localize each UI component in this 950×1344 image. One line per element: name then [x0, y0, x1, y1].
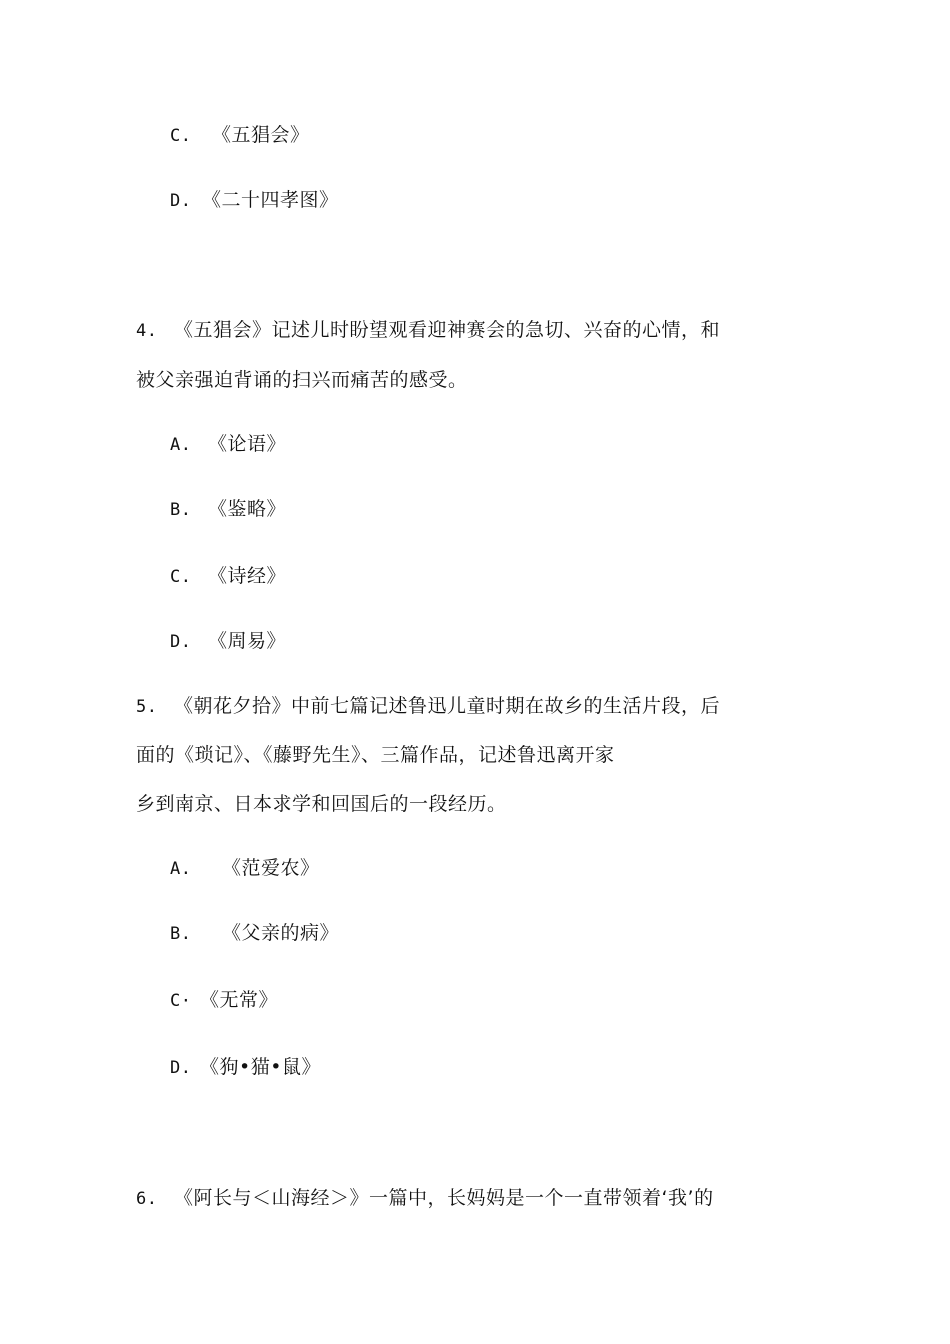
question-text: 《阿长与＜山海经＞》一篇中，长妈妈是一个一直带领着‘我’的 — [174, 1187, 714, 1209]
question-number: 5. — [136, 697, 158, 717]
question-number: 6. — [136, 1189, 158, 1209]
option-a — [170, 856, 320, 881]
option-d — [170, 1055, 321, 1080]
option-letter: C· — [170, 991, 192, 1011]
option-letter: C. — [170, 126, 192, 146]
option-text: 《父亲的病》 — [222, 922, 340, 944]
option-d — [170, 188, 339, 213]
option-letter: D. — [170, 191, 192, 211]
option-letter: A. — [170, 859, 192, 879]
question-text: 被父亲强迫背诵的扫兴而痛苦的感受。 — [136, 369, 468, 391]
question-text: 面的《琐记》、《藤野先生》、三篇作品，记述鲁迅离开家 — [136, 744, 615, 766]
option-letter: B. — [170, 924, 192, 944]
question-number: 4. — [136, 321, 158, 341]
option-c — [170, 988, 278, 1013]
option-text: 《鉴略》 — [208, 498, 287, 520]
option-text: 《范爱农》 — [222, 857, 320, 879]
option-d — [170, 629, 286, 654]
option-text: 《狗•猫•鼠》 — [200, 1056, 321, 1078]
question-text: 乡到南京、日本求学和回国后的一段经历。 — [136, 793, 507, 815]
option-letter: C. — [170, 567, 192, 587]
question-text: 《朝花夕拾》中前七篇记述鲁迅儿童时期在故乡的生活片段，后 — [174, 695, 721, 717]
question-text: 《五猖会》记述儿时盼望观看迎神赛会的急切、兴奋的心情，和 — [174, 319, 721, 341]
option-text: 《诗经》 — [208, 565, 287, 587]
option-b — [170, 921, 339, 946]
option-letter: D. — [170, 632, 192, 652]
option-text: 《周易》 — [208, 630, 287, 652]
question-4-line-1 — [136, 318, 720, 343]
option-c — [170, 564, 286, 589]
option-letter: A. — [170, 435, 192, 455]
option-a — [170, 432, 286, 457]
question-5-line-2 — [136, 743, 615, 767]
option-b — [170, 497, 286, 522]
option-text: 《无常》 — [200, 989, 279, 1011]
question-5-line-3 — [136, 792, 507, 816]
question-6-line-1 — [136, 1186, 714, 1211]
option-text: 《论语》 — [208, 433, 287, 455]
option-c — [170, 123, 310, 148]
option-text: 《二十四孝图》 — [202, 189, 339, 211]
question-4-line-2 — [136, 368, 468, 392]
option-text: 《五猖会》 — [212, 124, 310, 146]
option-letter: B. — [170, 500, 192, 520]
option-letter: D. — [170, 1058, 192, 1078]
question-5-line-1 — [136, 694, 720, 719]
